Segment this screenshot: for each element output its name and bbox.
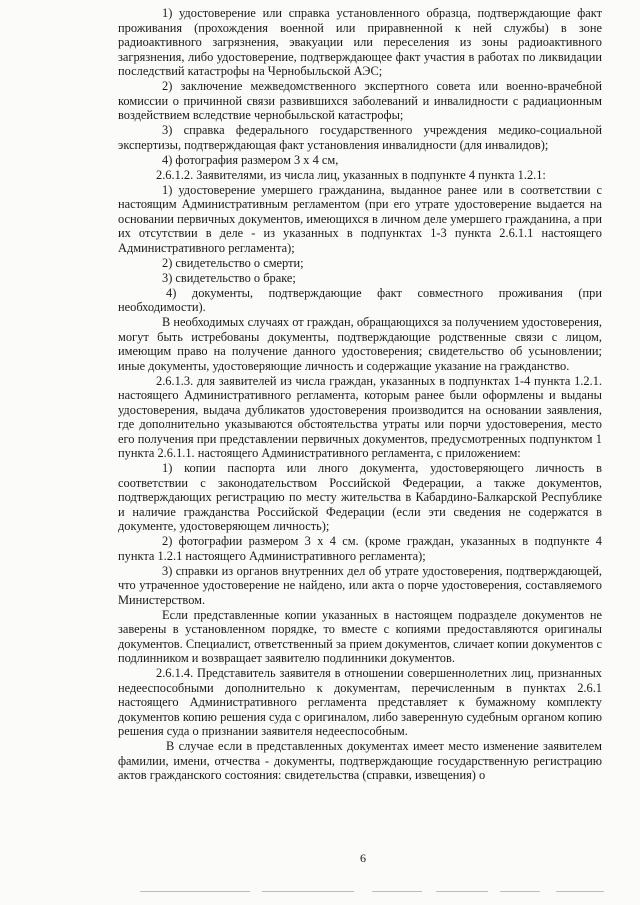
paragraph: В случае если в представленных документах имеет место изменение заявителем фамилии, имени, отчества - документы, подтверждающие государственную регистрацию актов гражданского состояния: свидетельства (справки, извещения) о [118,739,602,782]
footer-rule [262,891,354,892]
paragraph: Если представленные копии указанных в настоящем подразделе документов не заверены в установленном порядке, то вместе с копиями предоставляются оригиналы документов. Специалист, ответственный за прием документов, сличает копии документов с подлинником и возвращает заявителю подлинники документов. [118,607,602,665]
paragraph: 2.6.1.4. Представитель заявителя в отношении совершеннолетних лиц, признанных недееспособными дополнительно к документам, перечисленным в пунктах 2.6.1 настоящего Административного регламента представляет к бумажному комплекту документов копию решения суда с оригиналом, либо заверенную судебным органом копию решения суда о признании заявителя недееспособным. [118,666,602,738]
paragraph: 2) свидетельство о смерти; [162,255,304,270]
paragraph: 3) свидетельство о браке; [162,270,296,285]
paragraph: 1) удостоверение умершего гражданина, выданное ранее или в соответствии с настоящим Административным регламентом (при его утрате удостоверение выдается на основании первичных документов, имеющихся в личном деле умершего гражданина, а при их отсутствии в деле - из указанных в подпунктах 1-3 пункта 2.6.1.1 настоящего Административного регламента); [118,182,602,255]
paragraph: 3) справка федерального государственного учреждения медико-социальной экспертизы, подтверждающая факт установления инвалидности (для инвалидов); [118,123,602,152]
paragraph: 2.6.1.3. для заявителей из числа граждан, указанных в подпунктах 1-4 пункта 1.2.1. настоящего Административного регламента, которым ранее были оформлены и выданы удостоверения, выдача дубликатов удостоверения производится на основании заявления, где дополнительно указываются обстоятельства утраты или порчи удостоверения, место его получения при представлении первичных документов, предусмотренных подпунктом 1 пункта 2.6.1.1. настоящего Административного регламента, с приложением: [118,373,602,460]
paragraph: 2) фотографии размером 3 х 4 см. (кроме граждан, указанных в подпункте 4 пункта 1.2.1 настоящего Административного регламента); [118,534,602,563]
paragraph: 1) удостоверение или справка установленного образца, подтверждающие факт проживания (прохождения военной или приравненной к ней службы) в зоне радиоактивного загрязнения, эвакуации или переселения из зоны радиоактивного загрязнения, либо удостоверение, подтверждающее факт участия в работах по ликвидации последствий катастрофы на Чернобыльской АЭС; [118,6,602,78]
footer-rule [140,891,250,892]
paragraph: 4) документы, подтверждающие факт совместного проживания (при необходимости). [118,285,602,314]
paragraph: 2.6.1.2. Заявителями, из числа лиц, указанных в подпункте 4 пункта 1.2.1: [156,167,546,182]
paragraph: В необходимых случаях от граждан, обращающихся за получением удостоверения, могут быть истребованы документы, подтверждающие родственные связи с лицом, имеющим право на получение данного удостоверения; свидетельство об усыновлении; иные документы, удостоверяющие личность и содержащие указание на гражданство. [118,315,602,373]
paragraph: 3) справки из органов внутренних дел об утрате удостоверения, подтверждающей, что утраченное удостоверение не найдено, или акта о порче удостоверения, составляемого Министерством. [118,563,602,607]
footer-rule [500,891,540,892]
paragraph: 2) заключение межведомственного экспертного совета или военно-врачебной комиссии о причинной связи развившихся заболеваний и инвалидности с радиационным воздействием вследствие чернобыльской катастрофы; [118,79,602,122]
page-number: 6 [360,851,366,865]
document-body [118,6,602,783]
paragraph: 1) копии паспорта или лного документа, удостоверяющего личность в соответствии с законодательством Российской Федерации, а также документов, подтверждающих регистрацию по месту жительства в Кабардино-Балкарской Республике и наличие гражданства Российской Федерации (если эти сведения не содержатся в документе, удостоверяющем личность); [118,461,602,533]
footer-rule [372,891,422,892]
footer-rule [436,891,488,892]
footer-rule [556,891,604,892]
paragraph: 4) фотография размером 3 х 4 см, [162,152,339,167]
